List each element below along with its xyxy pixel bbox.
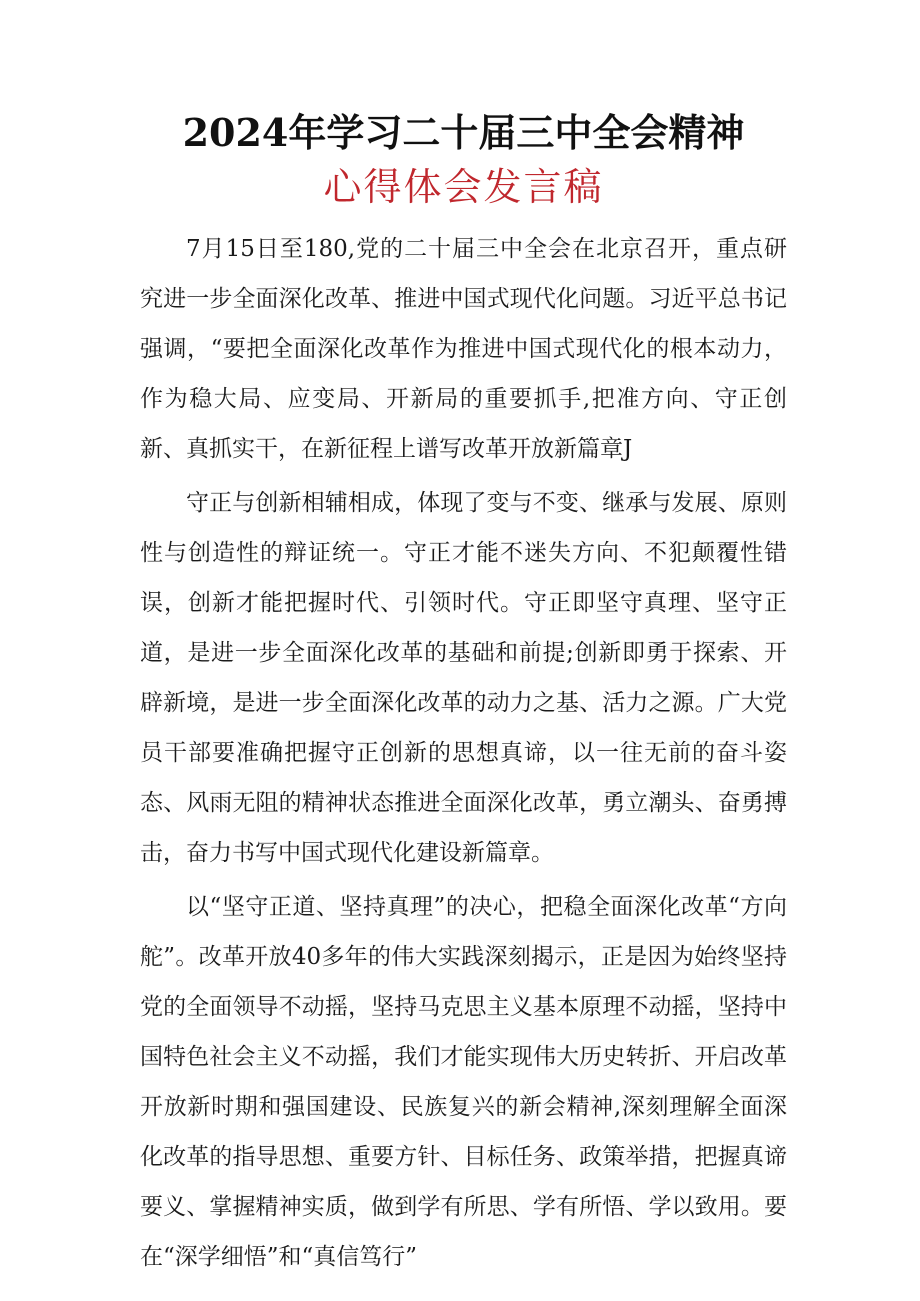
paragraph-3: 以“坚守正道、坚持真理”的决心，把稳全面深化改革“方向舵”。改革开放40多年的伟大实践深刻揭示，正是因为始终坚持党的全面领导不动摇，坚持马克思主义基本原理不动摇，坚持中国特色社会主义不动摇，我们才能实现伟大历史转折、开启改革开放新时期和强国建设、民族复兴的新会精神,深刻理解全面深化改革的指导思想、重要方针、目标任务、政策举措，把握真谛要义、掌握精神实质，做到学有所思、学有所悟、学以致用。要在“深学细悟”和“真信笃行”: [140, 894, 787, 1270]
paragraph-1: 7月15日至180,党的二十届三中全会在北京召开，重点研究进一步全面深化改革、推进中国式现代化问题。习近平总书记强调，“要把全面深化改革作为推进中国式现代化的根本动力，作为稳大局、应变局、开新局的重要抓手,把准方向、守正创新、真抓实干，在新征程上谱写改革开放新篇章J: [140, 236, 787, 462]
document-subtitle: 心得体会发言稿: [323, 165, 604, 209]
document-title: 2024年学习二十届三中全会精神: [182, 110, 745, 155]
paragraph-2: 守正与创新相辅相成，体现了变与不变、继承与发展、原则性与创造性的辩证统一。守正才能不迷失方向、不犯颠覆性错误，创新才能把握时代、引领时代。守正即坚守真理、坚守正道，是进一步全面深化改革的基础和前提;创新即勇于探索、开辟新境，是进一步全面深化改革的动力之基、活力之源。广大党员干部要准确把握守正创新的思想真谛，以一往无前的奋斗姿态、风雨无阻的精神状态推进全面深化改革，勇立潮头、奋勇搏击，奋力书写中国式现代化建设新篇章。: [140, 490, 787, 866]
document-body: [140, 224, 787, 1282]
